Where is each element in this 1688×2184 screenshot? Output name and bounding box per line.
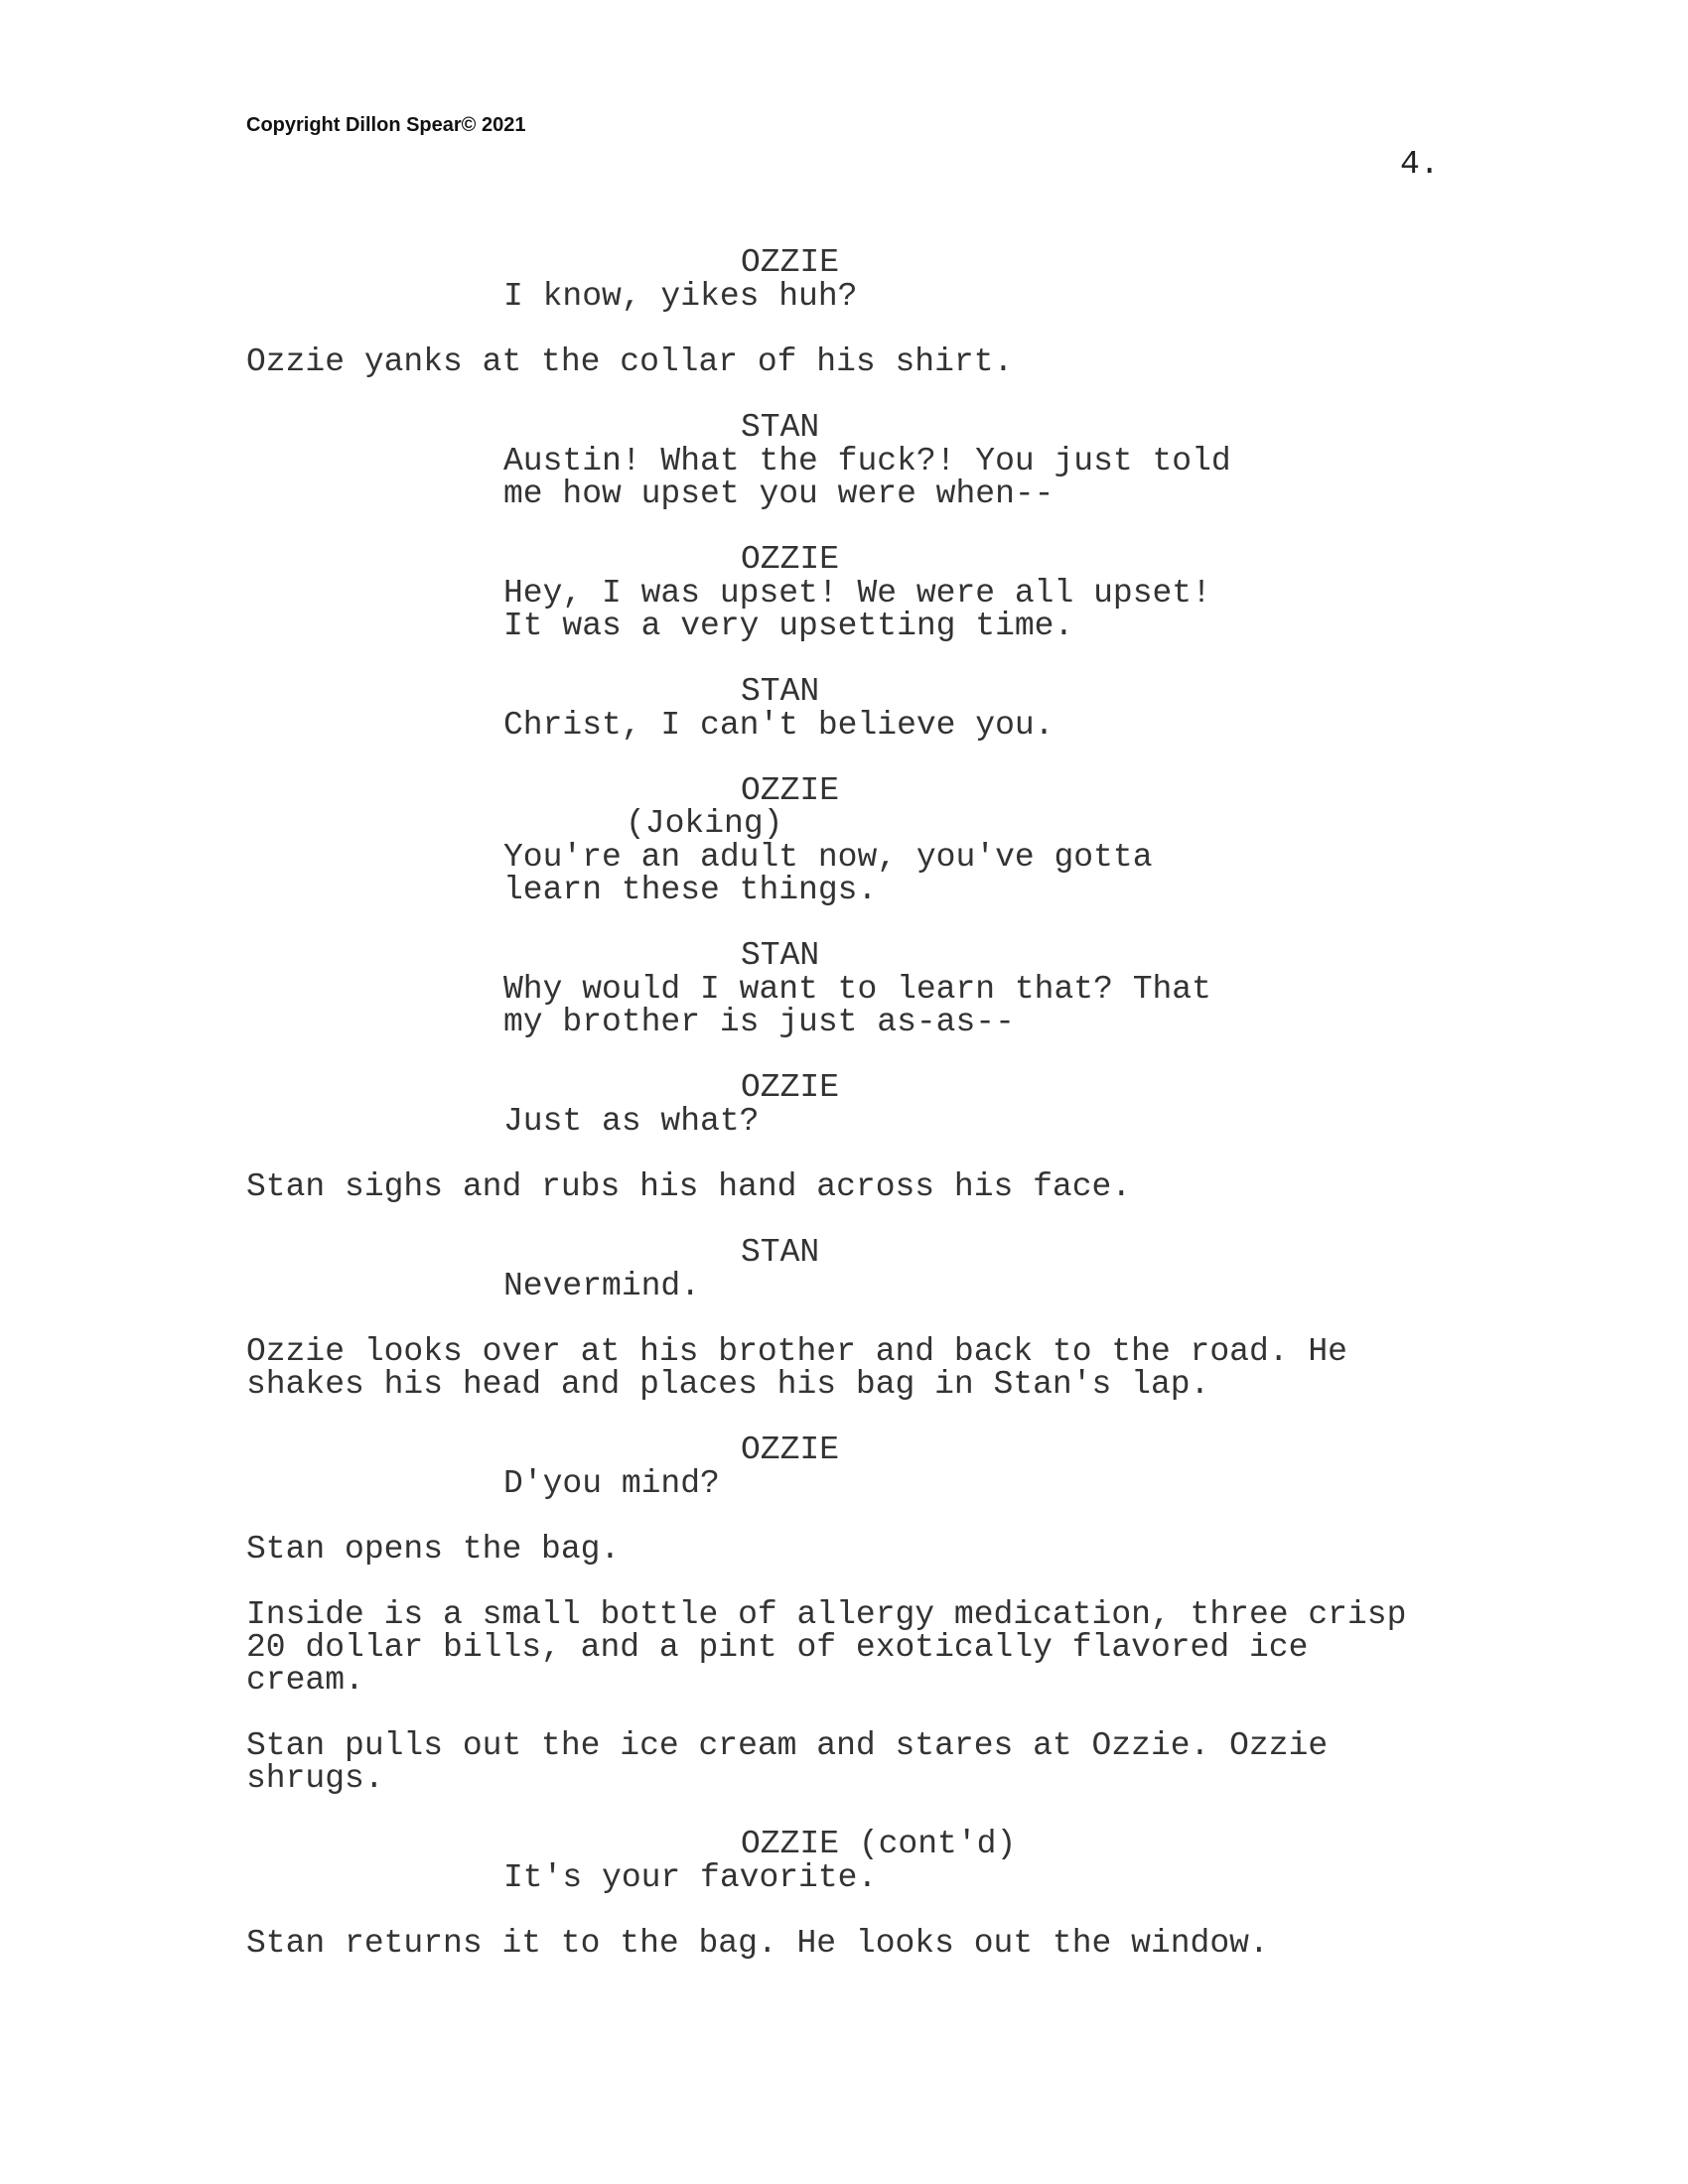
action-line: Stan returns it to the bag. He looks out the window. [246, 1925, 1269, 1962]
character-name: OZZIE [741, 772, 840, 809]
action-line: shakes his head and places his bag in Stan's lap. [246, 1366, 1210, 1403]
dialogue-line: I know, yikes huh? [503, 278, 858, 315]
character-name: STAN [741, 1234, 820, 1271]
action-line: 20 dollar bills, and a pint of exotically flavored ice [246, 1629, 1309, 1666]
action-line: cream. [246, 1662, 364, 1699]
action-line: Stan pulls out the ice cream and stares at Ozzie. Ozzie [246, 1727, 1329, 1764]
character-name: OZZIE (cont'd) [741, 1826, 1017, 1862]
action-line: Inside is a small bottle of allergy medication, three crisp [246, 1596, 1407, 1633]
character-name: STAN [741, 409, 820, 446]
dialogue-line: Why would I want to learn that? That [503, 971, 1211, 1008]
dialogue-line: Austin! What the fuck?! You just told [503, 443, 1231, 479]
action-line: shrugs. [246, 1760, 384, 1797]
parenthetical: (Joking) [626, 805, 783, 842]
character-name: OZZIE [741, 1069, 840, 1106]
copyright-notice: Copyright Dillon Spear© 2021 [246, 114, 526, 136]
dialogue-line: You're an adult now, you've gotta [503, 839, 1153, 876]
character-name: STAN [741, 673, 820, 710]
dialogue-line: me how upset you were when-- [503, 476, 1055, 512]
action-line: Stan opens the bag. [246, 1531, 621, 1568]
action-line: Ozzie looks over at his brother and back to the road. He [246, 1333, 1347, 1370]
dialogue-line: learn these things. [503, 872, 878, 908]
dialogue-line: Christ, I can't believe you. [503, 707, 1055, 744]
dialogue-line: my brother is just as-as-- [503, 1004, 1015, 1040]
character-name: OZZIE [741, 1432, 840, 1468]
dialogue-line: Nevermind. [503, 1268, 701, 1304]
page-number: 4. [1400, 146, 1440, 183]
dialogue-line: It was a very upsetting time. [503, 608, 1074, 644]
action-line: Stan sighs and rubs his hand across his face. [246, 1168, 1132, 1205]
dialogue-line: It's your favorite. [503, 1859, 878, 1896]
action-line: Ozzie yanks at the collar of his shirt. [246, 343, 1014, 380]
dialogue-line: D'you mind? [503, 1465, 720, 1502]
dialogue-line: Hey, I was upset! We were all upset! [503, 575, 1211, 612]
character-name: OZZIE [741, 244, 840, 281]
character-name: OZZIE [741, 541, 840, 578]
character-name: STAN [741, 937, 820, 974]
dialogue-line: Just as what? [503, 1103, 760, 1140]
